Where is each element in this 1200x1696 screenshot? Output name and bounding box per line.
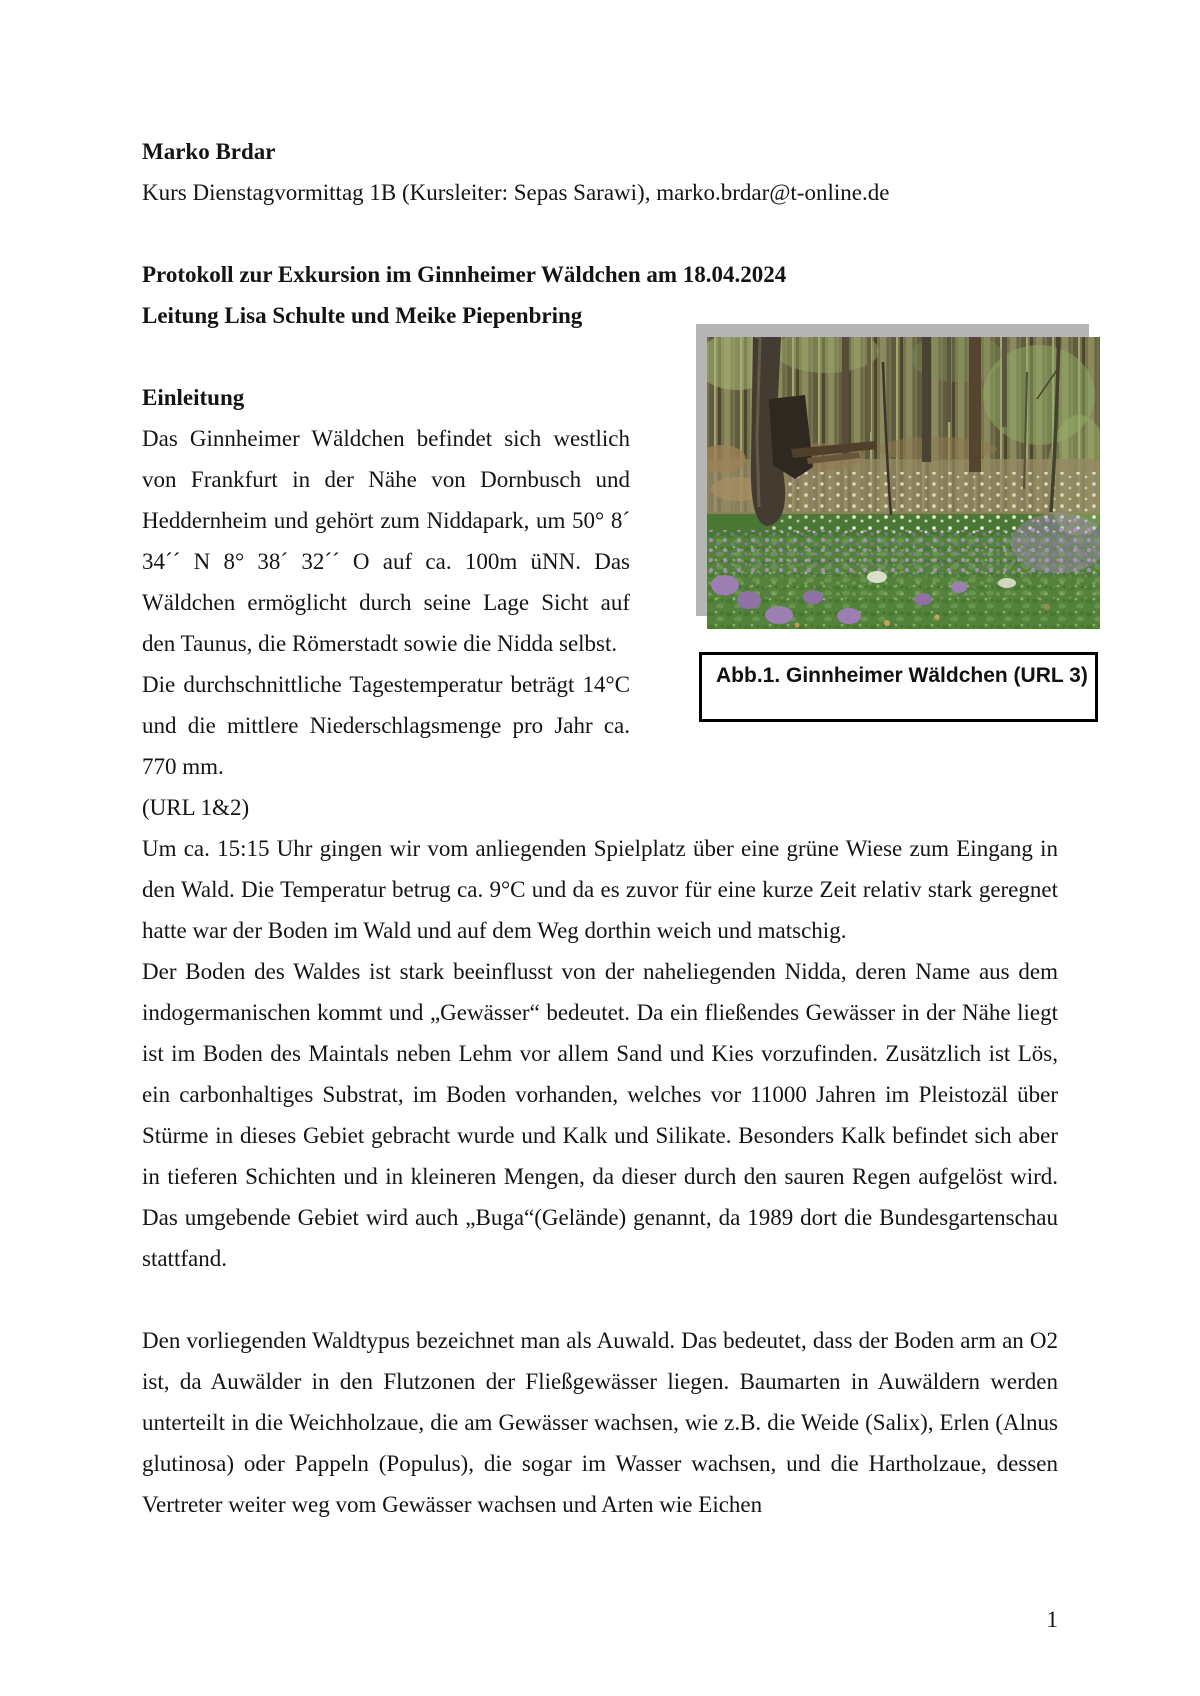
section-heading: Einleitung (142, 385, 245, 410)
blank-line (142, 1279, 1058, 1320)
document-subtitle: Leitung Lisa Schulte und Meike Piepenbring (142, 303, 583, 328)
page-number: 1 (1046, 1607, 1058, 1632)
author-line: Marko Brdar (142, 139, 276, 164)
figure-caption-box (699, 652, 1098, 722)
figure-caption: Abb.1. Ginnheimer Wäldchen (URL 3) (716, 664, 1088, 687)
paragraph-forest-type: Den vorliegenden Waldtypus bezeichnet man als Auwald. Das bedeutet, dass der Boden arm an O2 ist, da Auwälder in den Flutzonen der Fließgewässer liegen. Baumarten in Auwäldern werden unterteilt in die Weichholzaue, die am Gewässer wachsen, wie z.B. die Weide (Salix), Erlen (Alnus glutinosa) oder Pappeln (Populus), die sogar im Wasser wachsen, und die Hartholzaue, dessen Vertreter weiter weg vom Gewässer wachsen und Arten wie Eichen (142, 1328, 1058, 1517)
forest-photo-image (707, 337, 1100, 629)
course-line: Kurs Dienstagvormittag 1B (Kursleiter: Sepas Sarawi), marko.brdar@t-online.de (142, 180, 890, 205)
paragraph-walk: Um ca. 15:15 Uhr gingen wir vom anliegenden Spielplatz über eine grüne Wiese zum Eingang in den Wald. Die Temperatur betrug ca. 9°C und da es zuvor für eine kurze Zeit relativ stark geregnet hatte war der Boden im Wald und auf dem Weg dorthin weich und matschig. (142, 836, 1058, 943)
paragraph-location: Das Ginnheimer Wäldchen befindet sich westlich von Frankfurt in der Nähe von Dornbusch und Heddernheim und gehört zum Niddapark, um 50° 8´ 34´´ N 8° 38´ 32´´ O auf ca. 100m üNN. Das Wäldchen ermöglicht durch seine Lage Sicht auf den Taunus, die Römerstadt sowie die Nidda selbst. (142, 426, 630, 656)
paragraph-soil: Der Boden des Waldes ist stark beeinflusst von der naheliegenden Nidda, deren Name aus dem indogermanischen kommt und „Gewässer“ bedeutet. Da ein fließendes Gewässer in der Nähe liegt ist im Boden des Maintals neben Lehm vor allem Sand und Kies vorzufinden. Zusätzlich ist Lös, ein carbonhaltiges Substrat, im Boden vorhanden, welches vor 11000 Jahren im Pleistozäl über Stürme in dieses Gebiet gebracht wurde und Kalk und Silikate. Besonders Kalk befindet sich aber in tieferen Schichten und in kleineren Mengen, da dieser durch den sauren Regen aufgelöst wird. Das umgebende Gebiet wird auch „Buga“(Gelände) genannt, da 1989 dort die Bundesgartenschau stattfand. (142, 959, 1058, 1271)
paragraph-climate: Die durchschnittliche Tagestemperatur beträgt 14°C und die mittlere Niederschlagsmenge pro Jahr ca. 770 mm. (142, 672, 630, 779)
forest-photo (707, 337, 1100, 629)
document-title: Protokoll zur Exkursion im Ginnheimer Wäldchen am 18.04.2024 (142, 262, 787, 287)
paragraph-url-ref: (URL 1&2) (142, 795, 250, 820)
figure-1 (630, 324, 1100, 722)
blank-line (142, 213, 1058, 254)
